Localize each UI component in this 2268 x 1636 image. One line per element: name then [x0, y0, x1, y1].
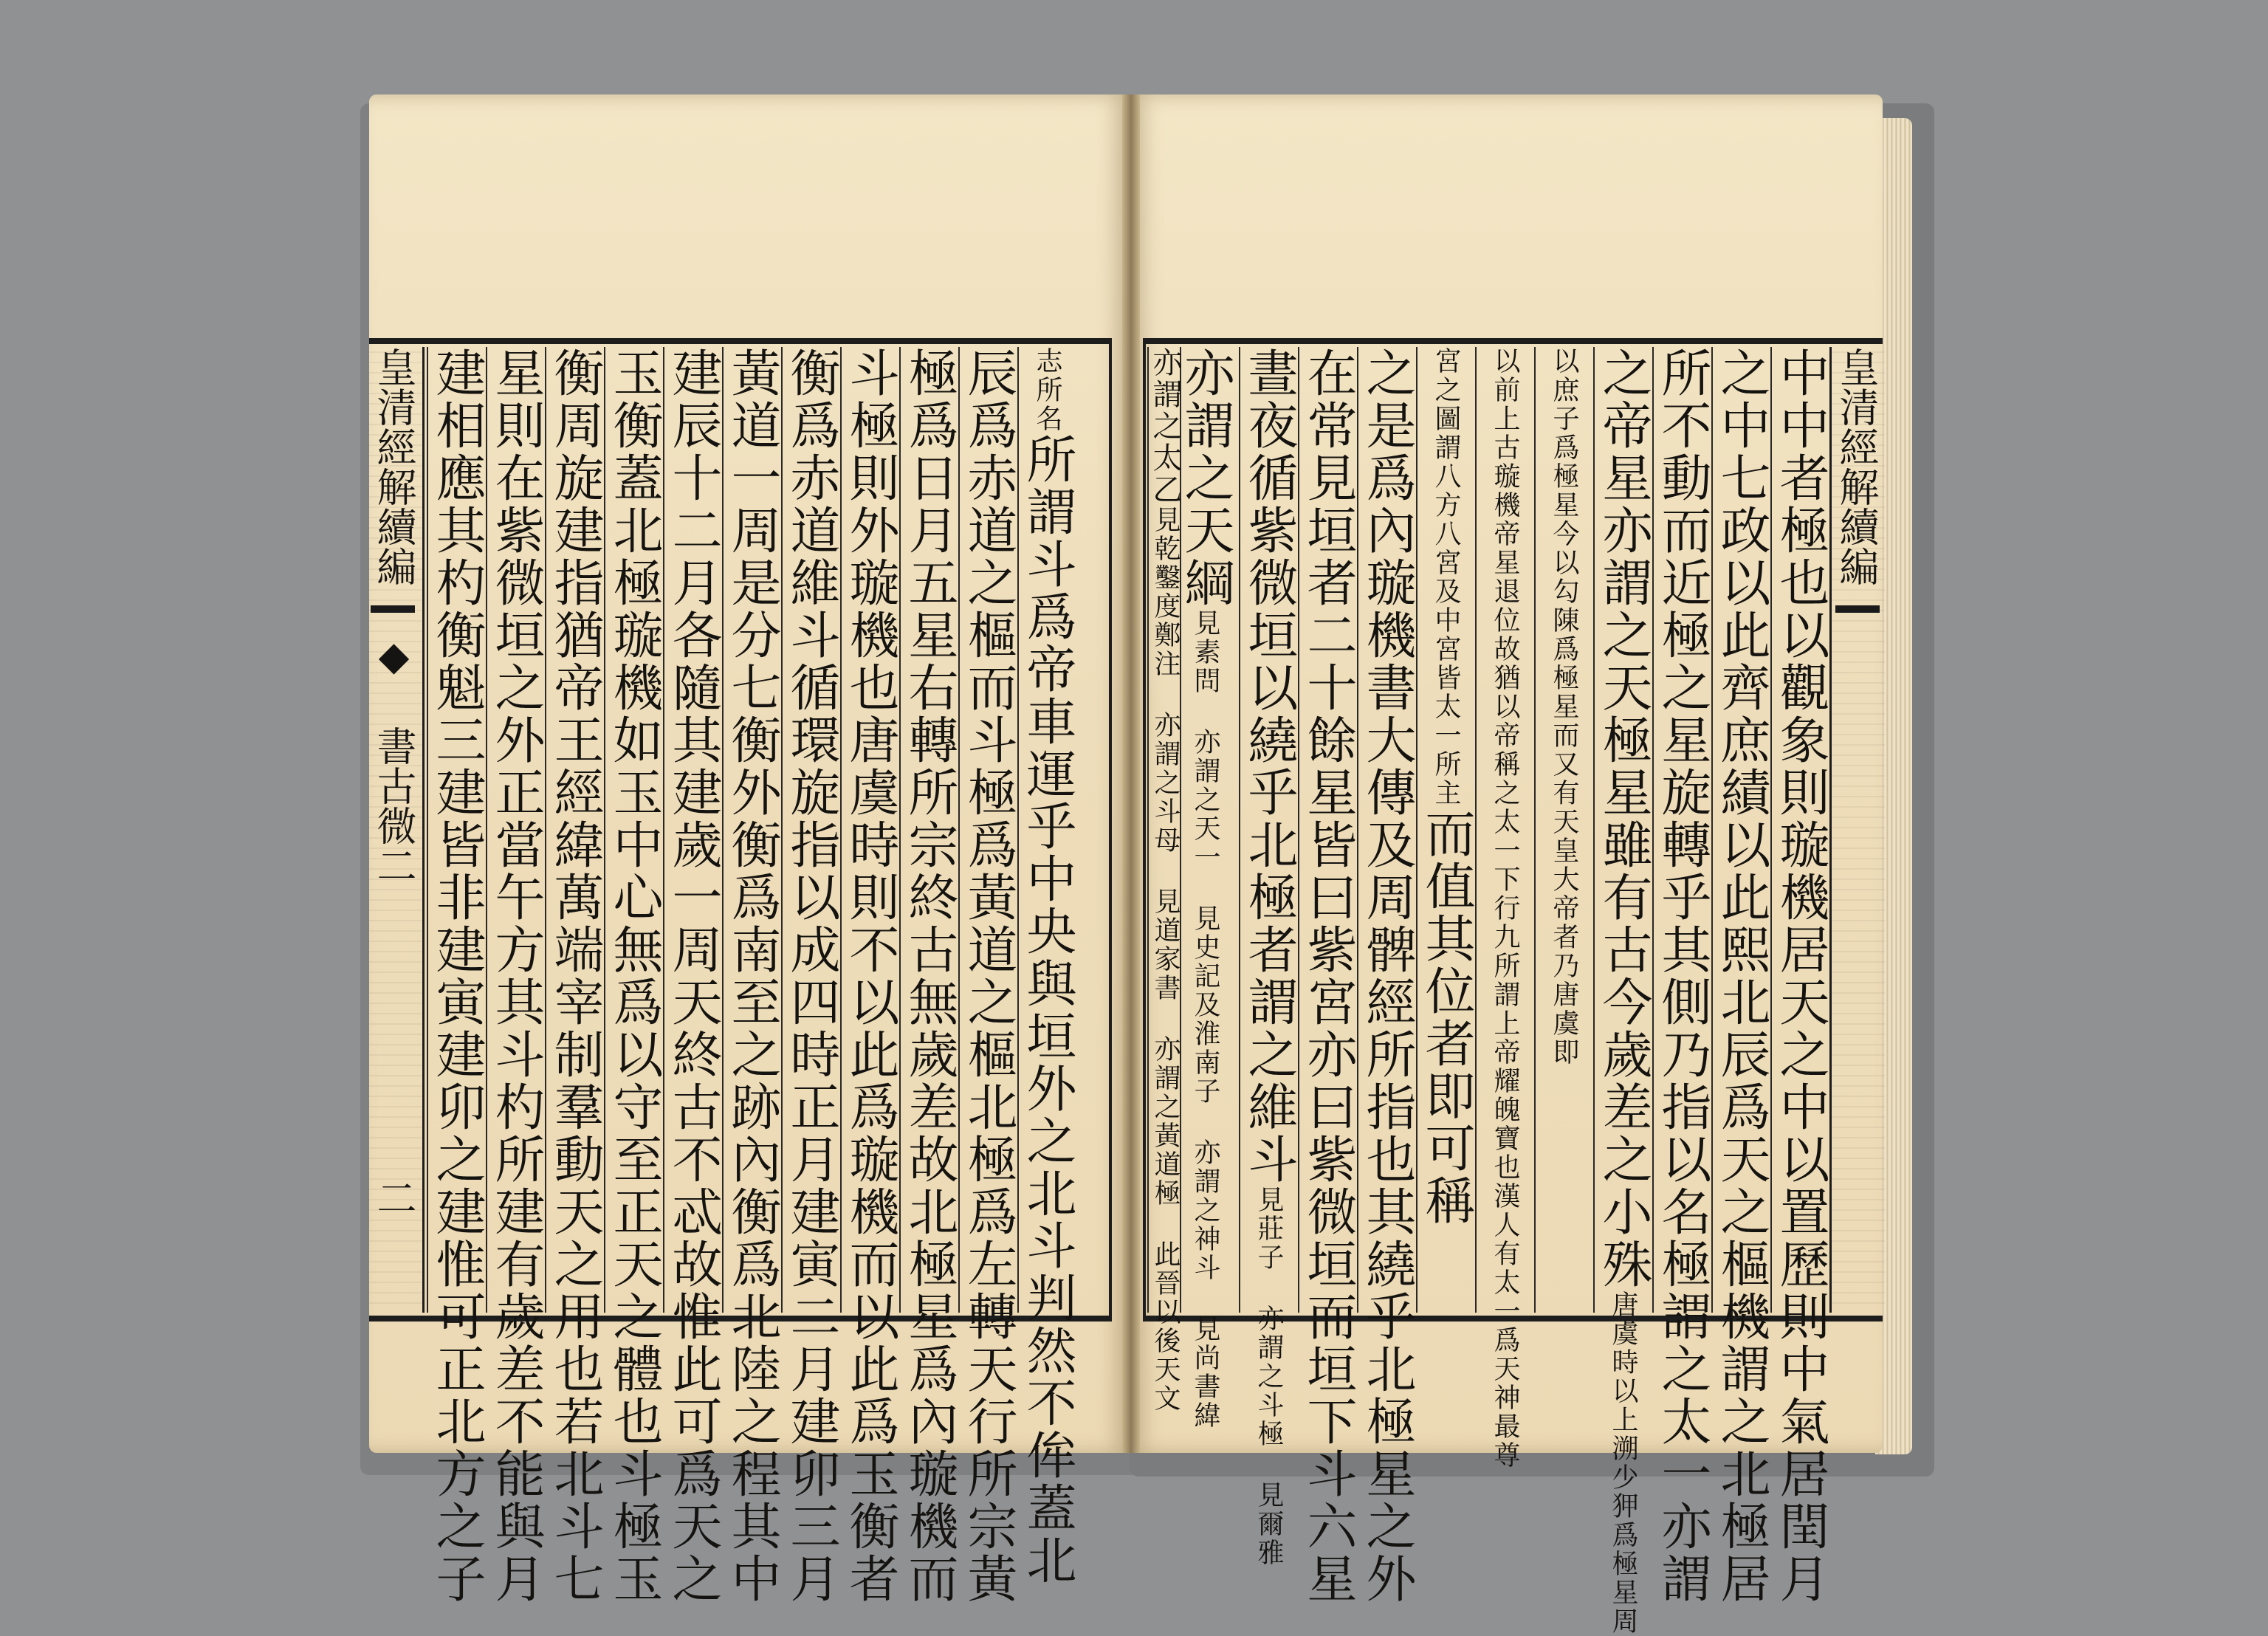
- text-column: 辰爲赤道之樞而斗極爲黃道之樞北極爲左轉天行所宗黃: [959, 347, 1017, 1605]
- text-column: 黃道一周是分七衡外衡爲南至之跡內衡爲北陸之程其中: [723, 347, 781, 1605]
- banxin-section: 書古微二: [371, 726, 417, 885]
- column-text: 而值其位者即可稱: [1417, 808, 1475, 1227]
- text-column: 極爲日月五星右轉所宗終古無歲差故北極星爲內璇機而: [900, 347, 958, 1605]
- fishtail-marker: [371, 605, 415, 613]
- text-column: [1239, 347, 1298, 1567]
- text-column: 在常見垣者二十餘星皆曰紫宮亦曰紫微垣而垣下斗六星: [1299, 347, 1357, 1605]
- right-banxin: [1829, 347, 1885, 1313]
- text-column: 建相應其杓衡魁三建皆非建寅建卯之建惟可正北方之子: [427, 347, 486, 1605]
- book-gutter: [1122, 94, 1140, 1453]
- banxin-title: 皇清經解續編: [1833, 347, 1880, 586]
- text-column: 中中者極也以觀象則璇機居天之中以置歷則中氣居閏月: [1771, 347, 1829, 1605]
- column-text: 亦謂之天綱: [1176, 347, 1234, 609]
- inline-note: 見素問 亦謂之天一 見史記及淮南子 亦謂之神斗 見尚書緯: [1190, 609, 1220, 1430]
- text-column: 斗極則外璇機也唐虞時則不以此爲璇機而以此爲玉衡者: [841, 347, 899, 1605]
- inline-note: 唐虞時以上溯少狎爲極星周: [1608, 1290, 1638, 1636]
- column-text: 亦謂之太乙: [1148, 347, 1182, 506]
- text-column: [1416, 347, 1474, 1313]
- column-text: 晝夜循紫微垣以繞乎北極者謂之維斗: [1240, 347, 1298, 1186]
- text-column: 衡爲赤道維斗循環旋指以成四時正月建寅二月建卯三月: [782, 347, 840, 1605]
- text-column: 星則在紫微垣之外正當午方其斗杓所建有歲差不能與月: [487, 347, 545, 1605]
- text-column: 建辰十二月各隨其建歲一周天終古不忒故惟此可爲天之: [664, 347, 722, 1605]
- inline-note: 志所名: [1032, 347, 1062, 433]
- text-column: 衡周旋建指猶帝王經緯萬端宰制羣動天之用也若北斗七: [546, 347, 604, 1605]
- text-column: 之中七政以此齊庶績以此熙北辰爲天之樞機謂之北極居: [1712, 347, 1770, 1605]
- inline-note: 見乾鑿度鄭注 亦謂之斗母 見道家書 亦謂之黃道極 此晉以後天文: [1150, 506, 1181, 1413]
- column-text: 所謂斗爲帝車運乎中央與垣外之北斗判然不侔蓋北: [1018, 433, 1076, 1587]
- left-banxin: 皇清經解續編 ◆ 書古微二 二: [369, 347, 425, 1313]
- text-column: 所不動而近極之星旋轉乎其側乃指以名極謂之太一亦謂: [1653, 347, 1711, 1605]
- banxin-leaf-number: 二: [371, 1178, 417, 1217]
- banxin-title: 皇清經解續編: [371, 347, 417, 586]
- inline-note: 所謂上帝耀魄寶也漢人有太一爲天神最尊: [1490, 952, 1520, 1470]
- inline-note: 以前上古璇機帝星退位故猶以帝稱之太一下行九: [1490, 347, 1520, 952]
- inline-note: 宮之圖謂八方八宮及中宮皆太一所主: [1431, 347, 1461, 808]
- text-column: 玉衡蓋北極璇機如玉中心無爲以守至正天之體也斗極玉: [605, 347, 663, 1605]
- text-column: [1017, 347, 1076, 1587]
- text-column: [1147, 347, 1182, 1413]
- column-text: 之帝星亦謂之天極星雖有古今歲差之小殊: [1594, 347, 1652, 1290]
- text-column: 之是爲內璇機書大傳及周髀經所指也其繞乎北極星之外: [1358, 347, 1416, 1605]
- text-column: [1534, 347, 1592, 1313]
- inline-note: 以庶子爲極星今以勾陳爲極星而又有天皇大帝者乃唐虞即: [1549, 347, 1579, 1067]
- text-column: [1475, 347, 1533, 1470]
- inline-note: 見莊子 亦謂之斗極 見爾雅: [1254, 1186, 1284, 1567]
- text-column: [1176, 347, 1234, 1430]
- fishtail-marker: [1835, 605, 1880, 613]
- text-column: [1593, 347, 1652, 1636]
